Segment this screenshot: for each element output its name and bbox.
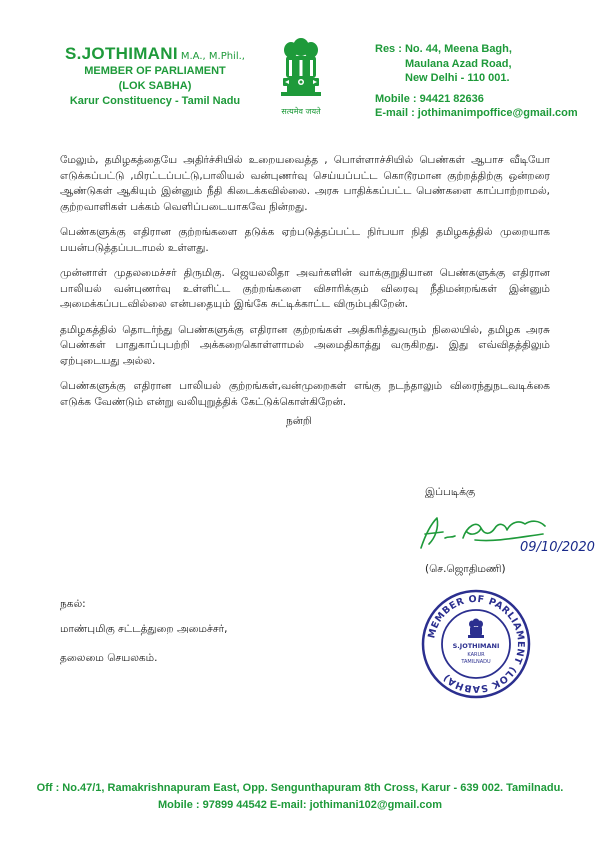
mp-name-line: [40, 44, 270, 64]
thanks-text: நன்றி: [286, 415, 312, 427]
letterhead-left: [40, 44, 270, 109]
ashoka-emblem-icon: [277, 36, 325, 104]
national-emblem: [265, 36, 337, 117]
copy-to-recipient: மாண்புமிகு சட்டத்துறை அமைச்சர்,: [60, 623, 228, 635]
emblem-motto: सत्यमेव जयते: [281, 107, 321, 116]
address-line-3: New Delhi - 110 001.: [405, 72, 510, 84]
footer-contact: Mobile : 97899 44542 E-mail: jothimani102@gmail.com: [158, 799, 442, 811]
address-line-2: Maulana Azad Road,: [405, 57, 512, 70]
body-paragraph: பெண்களுக்கு எதிரான பாலியல் குற்றங்கள்,வன்முறைகள் எங்கு நடந்தாலும் விரைந்துநடவடிக்கை எடுக்க வேண்டும் என்று வலியுறுத்திக் கேட்டுக்கொள்கிறேன்.: [60, 380, 550, 408]
letterhead-address: [375, 42, 595, 121]
letter-body: [60, 153, 550, 420]
copy-to-label: நகல்:: [60, 598, 86, 610]
address-line-1: Res : No. 44, Meena Bagh,: [375, 43, 512, 55]
body-paragraph: முன்னாள் முதலமைச்சர் திருமிகு. ஜெயலலிதா அவர்களின் வாக்குறுதியான பெண்களுக்கு எதிரான பாலியல் வன்புணர்வு உள்ளிட்ட குற்றங்களை விசாரிக்கும் விரைவு நீதிமன்றங்கள் இன்னும் அமைக்கப்படவில்லை என்பதையும் இங்கே சுட்டிக்காட்ட விரும்புகிறேன்.: [60, 267, 550, 310]
mp-title: MEMBER OF PARLIAMENT: [84, 65, 226, 77]
body-paragraph: தமிழகத்தில் தொடர்ந்து பெண்களுக்கு எதிரான குற்றங்கள் அதிகரித்துவரும் நிலையில், தமிழக அரசு பெண்கள் பாதுகாப்புபற்றி அக்கறைகொள்ளாமல் அமைதிகாத்து வருகிறது. இது எவ்விதத்திலும் ஏற்புடையது அல்ல.: [60, 323, 550, 367]
seal-state: TAMILNADU: [461, 659, 491, 665]
footer-office-address: Off : No.47/1, Ramakrishnapuram East, Opp. Sengunthapuram 8th Cross, Karur - 639 002. Tamilnadu.: [36, 782, 564, 794]
mp-degrees: M.A., M.Phil.,: [180, 51, 245, 62]
body-paragraph: மேலும், தமிழகத்தையே அதிர்ச்சியில் உறையவைத்த , பொள்ளாச்சியில் பெண்கள் ஆபாச வீடியோ எடுக்கப்பட்டு ,மிரட்டப்பட்டு,பாலியல் வன்புணர்வு செய்யப்பட்ட கொடூரமான குற்றத்திற்கு ஒன்றரை ஆண்டுகள் ஆகியும் இன்னும் நீதி கிடைக்கவில்லை. அரசு பாதிக்கப்பட்ட பெண்களை காப்பாற்றாமல், குற்றவாளிகள் பக்கம் வெளிப்படையாகவே நின்றது.: [60, 154, 550, 213]
official-seal: [420, 588, 532, 704]
signer-name: (செ.ஜொதிமணி): [425, 563, 506, 575]
copy-to-office: தலைமை செயலகம்.: [60, 652, 158, 664]
seal-stamp-icon: [420, 588, 532, 700]
seal-name: S.JOTHIMANI: [452, 642, 500, 650]
mp-constituency: Karur Constituency - Tamil Nadu: [69, 95, 241, 107]
closing-salutation: இப்படிக்கு: [425, 486, 476, 498]
mp-name: S.JOTHIMANI: [65, 44, 178, 63]
mp-house: (LOK SABHA): [118, 80, 192, 92]
body-paragraph: பெண்களுக்கு எதிரான குற்றங்களை தடுக்க ஏற்படுத்தப்பட்ட நிர்பயா நிதி தமிழகத்தில் முறையாக பயன்படுத்தப்படாமல் உள்ளது.: [60, 226, 550, 254]
seal-place: KARUR: [467, 652, 485, 658]
address-email: E-mail : jothimanimpoffice@gmail.com: [375, 107, 578, 119]
seal-ring-text: MEMBER OF PARLIAMENT (LOK SABHA): [426, 593, 527, 695]
letterhead-footer: [0, 780, 600, 814]
signature-date: 09/10/2020: [520, 540, 595, 555]
address-mobile: Mobile : 94421 82636: [375, 92, 484, 105]
